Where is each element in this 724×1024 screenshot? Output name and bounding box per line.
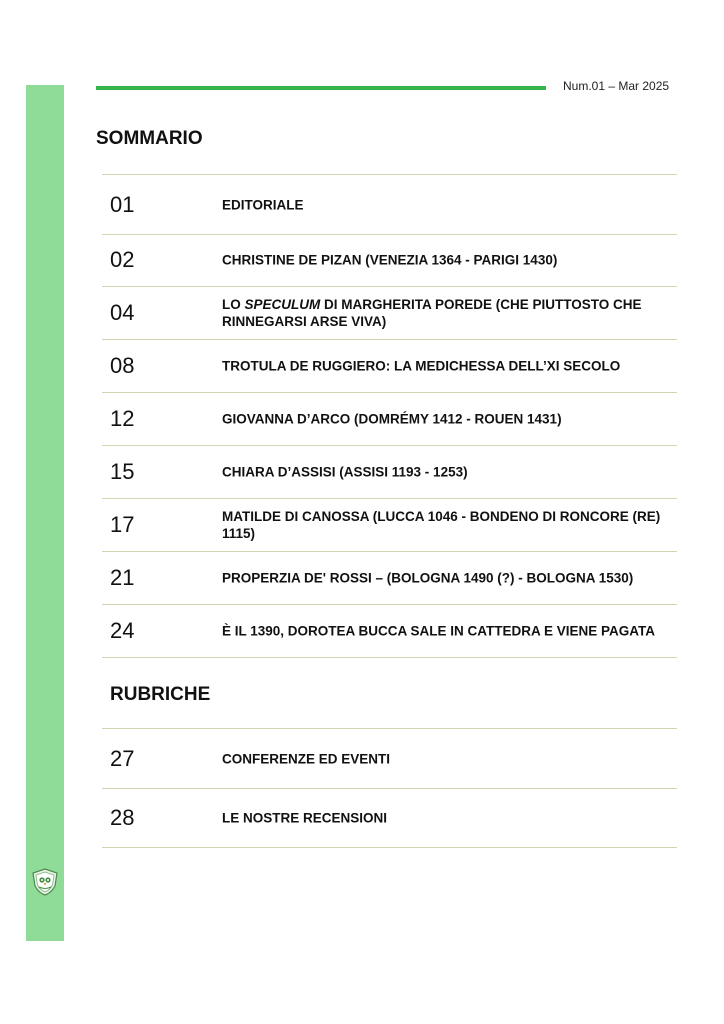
toc-title	[222, 296, 672, 330]
toc-page-number: 15	[110, 459, 135, 484]
toc-row[interactable]	[102, 340, 677, 393]
toc-row[interactable]	[102, 552, 677, 605]
toc-row[interactable]	[102, 728, 677, 789]
toc-title: CONFERENZE ED EVENTI	[222, 751, 391, 766]
toc-title-italic: SPECULUM	[244, 297, 321, 312]
toc-title: PROPERZIA DE' ROSSI – (BOLOGNA 1490 (?) - BOLOGNA 1530)	[222, 570, 634, 586]
toc-title: CHRISTINE DE PIZAN (VENEZIA 1364 - PARIGI 1430)	[222, 252, 558, 268]
top-green-rule	[96, 86, 546, 90]
rubriche-heading: RUBRICHE	[110, 684, 211, 705]
toc-title: GIOVANNA D’ARCO (DOMRÉMY 1412 - ROUEN 1431)	[222, 411, 562, 427]
toc-title-part: LO	[222, 297, 245, 312]
toc-page-number: 28	[110, 804, 135, 830]
toc-title: MATILDE DI CANOSSA (LUCCA 1046 - BONDENO DI RONCORE (RE) 1115)	[222, 509, 661, 541]
toc-page-number: 08	[110, 353, 135, 378]
toc-page-number: 12	[110, 406, 135, 431]
toc-title: È IL 1390, DOROTEA BUCCA SALE IN CATTEDRA E VIENE PAGATA	[222, 623, 656, 639]
toc-row[interactable]	[102, 499, 677, 552]
toc-page-number: 17	[110, 512, 135, 537]
toc-page-number: 21	[110, 565, 135, 590]
toc-row[interactable]	[102, 174, 677, 235]
toc-row[interactable]	[102, 605, 677, 658]
sommario-heading: SOMMARIO	[96, 128, 203, 149]
owl-shield-logo-icon	[31, 868, 59, 896]
toc-page-number: 04	[110, 300, 135, 325]
toc-row[interactable]	[102, 287, 677, 340]
toc-page-number: 24	[110, 618, 135, 643]
toc-title: CHIARA D’ASSISI (ASSISI 1193 - 1253)	[222, 464, 468, 480]
toc-title: TROTULA DE RUGGIERO: LA MEDICHESSA DELL’XI SECOLO	[222, 358, 621, 374]
issue-label: Num.01 – Mar 2025	[563, 79, 670, 93]
decorative-side-bar	[26, 85, 64, 941]
toc-row[interactable]	[102, 446, 677, 499]
toc-row[interactable]	[102, 788, 677, 848]
toc-title-part: DI MARGHERITA POREDE (CHE PIUTTOSTO CHE RINNEGARSI ARSE VIVA)	[222, 297, 642, 329]
toc-row[interactable]	[102, 234, 677, 287]
toc-page-number: 01	[110, 191, 135, 217]
toc-page-number: 27	[110, 745, 135, 771]
toc-page-number: 02	[110, 247, 135, 272]
toc-row[interactable]	[102, 393, 677, 446]
toc-title: EDITORIALE	[222, 197, 304, 212]
toc-title: LE NOSTRE RECENSIONI	[222, 810, 388, 825]
